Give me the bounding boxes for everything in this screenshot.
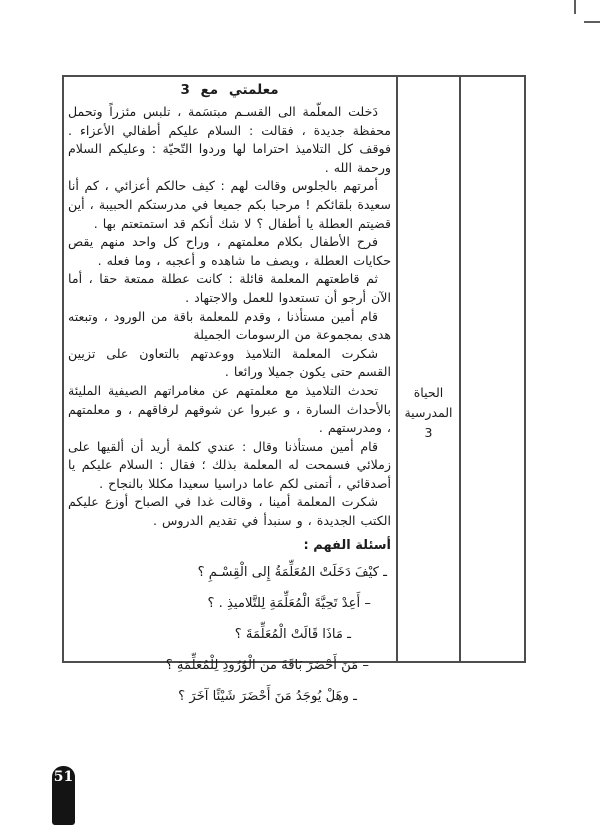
empty-cell bbox=[461, 77, 524, 661]
side-label-line: 3 bbox=[424, 425, 433, 440]
comprehension-question: ـ مَاذَا قَالَتْ الْمُعَلِّمَةَ ؟ bbox=[234, 626, 351, 642]
crop-mark-horizontal bbox=[584, 21, 600, 23]
side-label-line: الحياة bbox=[413, 385, 444, 400]
page-number-tab bbox=[52, 766, 75, 825]
comprehension-question: ـ وهَلْ يُوجَدُ مَنَ أَحْضَرَ شَيْئًا آخَرَ ؟ bbox=[178, 688, 357, 704]
lesson-title bbox=[68, 81, 391, 99]
comprehension-question: – أَعِدْ تَحِيَّةَ الْمُعَلِّمَةِ لِلتَّلاميذِ . ؟ bbox=[207, 595, 371, 611]
page-number: 51 bbox=[53, 769, 74, 785]
comprehension-questions bbox=[68, 557, 391, 712]
story-paragraph: ثم قاطعتهم المعلمة قائلة : كانت عطلة ممتعة حقا ، أما الآن أرجو أن تستعدوا للعمل والاجتهاد . bbox=[68, 271, 391, 305]
story-paragraph: شكرت المعلمة التلاميذ ووعدتهم بالتعاون على تزيين القسم حتى يكون جميلا ورائعا . bbox=[68, 345, 391, 380]
lesson-title-word-1: مع bbox=[200, 82, 219, 98]
crop-mark-vertical bbox=[574, 0, 576, 14]
side-label-line: المدرسية bbox=[404, 405, 453, 420]
story-paragraph: دَخلت المعلّمة الى القسـم مبتسَمة ، تلبس مئزراً وتحمل محفظة جديدة ، فقالت : السلام عليكم أطفالي الأعزاء . فوقف كل التلاميذ احتراما لها وردوا التّحيّة : وعليكم السلام ورحمة الله . bbox=[68, 104, 391, 175]
lesson-number: 3 bbox=[180, 82, 190, 98]
story-cell bbox=[64, 77, 398, 704]
story-paragraph: فرح الأطفال بكلام معلمتهم ، وراح كل واحد منهم يقص حكايات العطلة ، ويصف ما شاهده و أعجبه ، وما فعله . bbox=[68, 234, 391, 268]
side-label bbox=[398, 383, 459, 443]
story-paragraph: أمرتهم بالجلوس وقالت لهم : كيف حالكم أعزائي ، كم أنا سعيدة بلقائكم ! مرحبا بكم جميعا في مدرستكم الحبيبة ، أين قضيتم العطلة يا أطفال ؟ لا شك أنكم قد استمتعتم بها . bbox=[68, 178, 391, 231]
side-label-cell bbox=[398, 77, 461, 661]
story-paragraph: قام أمين مستأذنا ، وقدم للمعلمة باقة من الورود ، وتبعته هدى بمجموعة من الرسومات الجميلة bbox=[68, 308, 391, 343]
comprehension-question: – مَنَ أَحْضَرَ بَاقَةَ من الْوُرُودِ لِلْمُعَلِّمَةِ ؟ bbox=[165, 657, 369, 673]
story-paragraph: شكرت المعلمة أمينا ، وقالت غدا في الصباح أوزع عليكم الكتب الجديدة ، و سنبدأ في تقديم الدروس . bbox=[68, 494, 391, 529]
comprehension-question: ـ كيْفَ دَخَلَتْ المُعَلِّمَةُ إِلى الْقِسْـمِ ؟ bbox=[197, 564, 387, 580]
story-paragraph: تحدث التلاميذ مع معلمتهم عن مغامراتهم الصيفية المليئة بالأحداث السارة ، و عبروا عن شوقهم لرفاقهم ، و معلمتهم ، ومدرستهم . bbox=[68, 382, 391, 436]
content-table bbox=[62, 75, 526, 704]
story-text bbox=[68, 103, 391, 531]
story-paragraph: قام أمين مستأذنا وقال : عندي كلمة أريد أن ألقيها على زملائي فسمحت له المعلمة بذلك ؛ فقال : السلام عليكم يا أصدقائي ، أتمنى لكم عاما دراسيا سعيدا مكللا بالنجاح . bbox=[68, 438, 391, 491]
lesson-title-word-2: معلمتي bbox=[228, 82, 279, 98]
comprehension-heading: أسئلة الفهم : bbox=[303, 537, 391, 553]
